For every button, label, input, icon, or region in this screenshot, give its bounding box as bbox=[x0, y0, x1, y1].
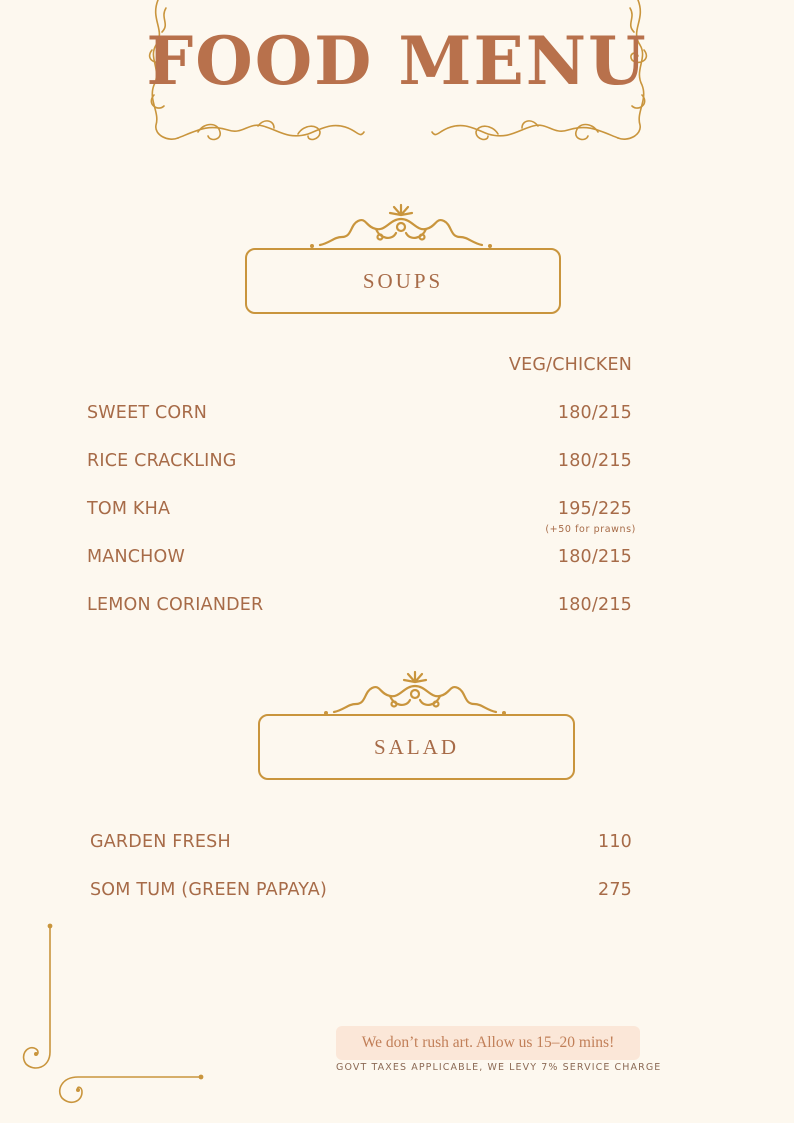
menu-item-price: 180/215 bbox=[557, 451, 632, 471]
menu-item-price: 110 bbox=[597, 832, 632, 852]
soups-crest-ornament bbox=[306, 205, 496, 251]
prep-time-note bbox=[336, 1026, 640, 1060]
page-title: FOOD MENU bbox=[146, 22, 648, 100]
menu-item-price: 180/215 bbox=[557, 595, 632, 615]
menu-item-note: (+50 for prawns) bbox=[545, 524, 636, 535]
menu-item-name: SWEET CORN bbox=[87, 403, 208, 423]
salad-heading bbox=[258, 714, 575, 780]
corner-flourish-ornament bbox=[20, 920, 210, 1110]
menu-item-name: SOM TUM (GREEN PAPAYA) bbox=[90, 880, 328, 900]
menu-item-name: LEMON CORIANDER bbox=[87, 595, 264, 615]
prep-time-text: We don’t rush art. Allow us 15–20 mins! bbox=[361, 1034, 615, 1051]
soups-column-header: VEG/CHICKEN bbox=[508, 355, 632, 375]
menu-item-name: MANCHOW bbox=[87, 547, 186, 567]
soups-heading bbox=[245, 248, 561, 314]
taxes-note: GOVT TAXES APPLICABLE, WE LEVY 7% SERVICE CHARGE bbox=[336, 1062, 662, 1073]
menu-item-price: 195/225 bbox=[557, 499, 632, 519]
menu-item-name: TOM KHA bbox=[87, 499, 171, 519]
menu-item-name: GARDEN FRESH bbox=[90, 832, 231, 852]
salad-crest-ornament bbox=[320, 672, 510, 718]
menu-item-price: 275 bbox=[597, 880, 632, 900]
menu-item-price: 180/215 bbox=[557, 403, 632, 423]
salad-heading-label: SALAD bbox=[373, 734, 459, 759]
soups-heading-label: SOUPS bbox=[362, 268, 444, 293]
menu-item-price: 180/215 bbox=[557, 547, 632, 567]
menu-item-name: RICE CRACKLING bbox=[87, 451, 237, 471]
